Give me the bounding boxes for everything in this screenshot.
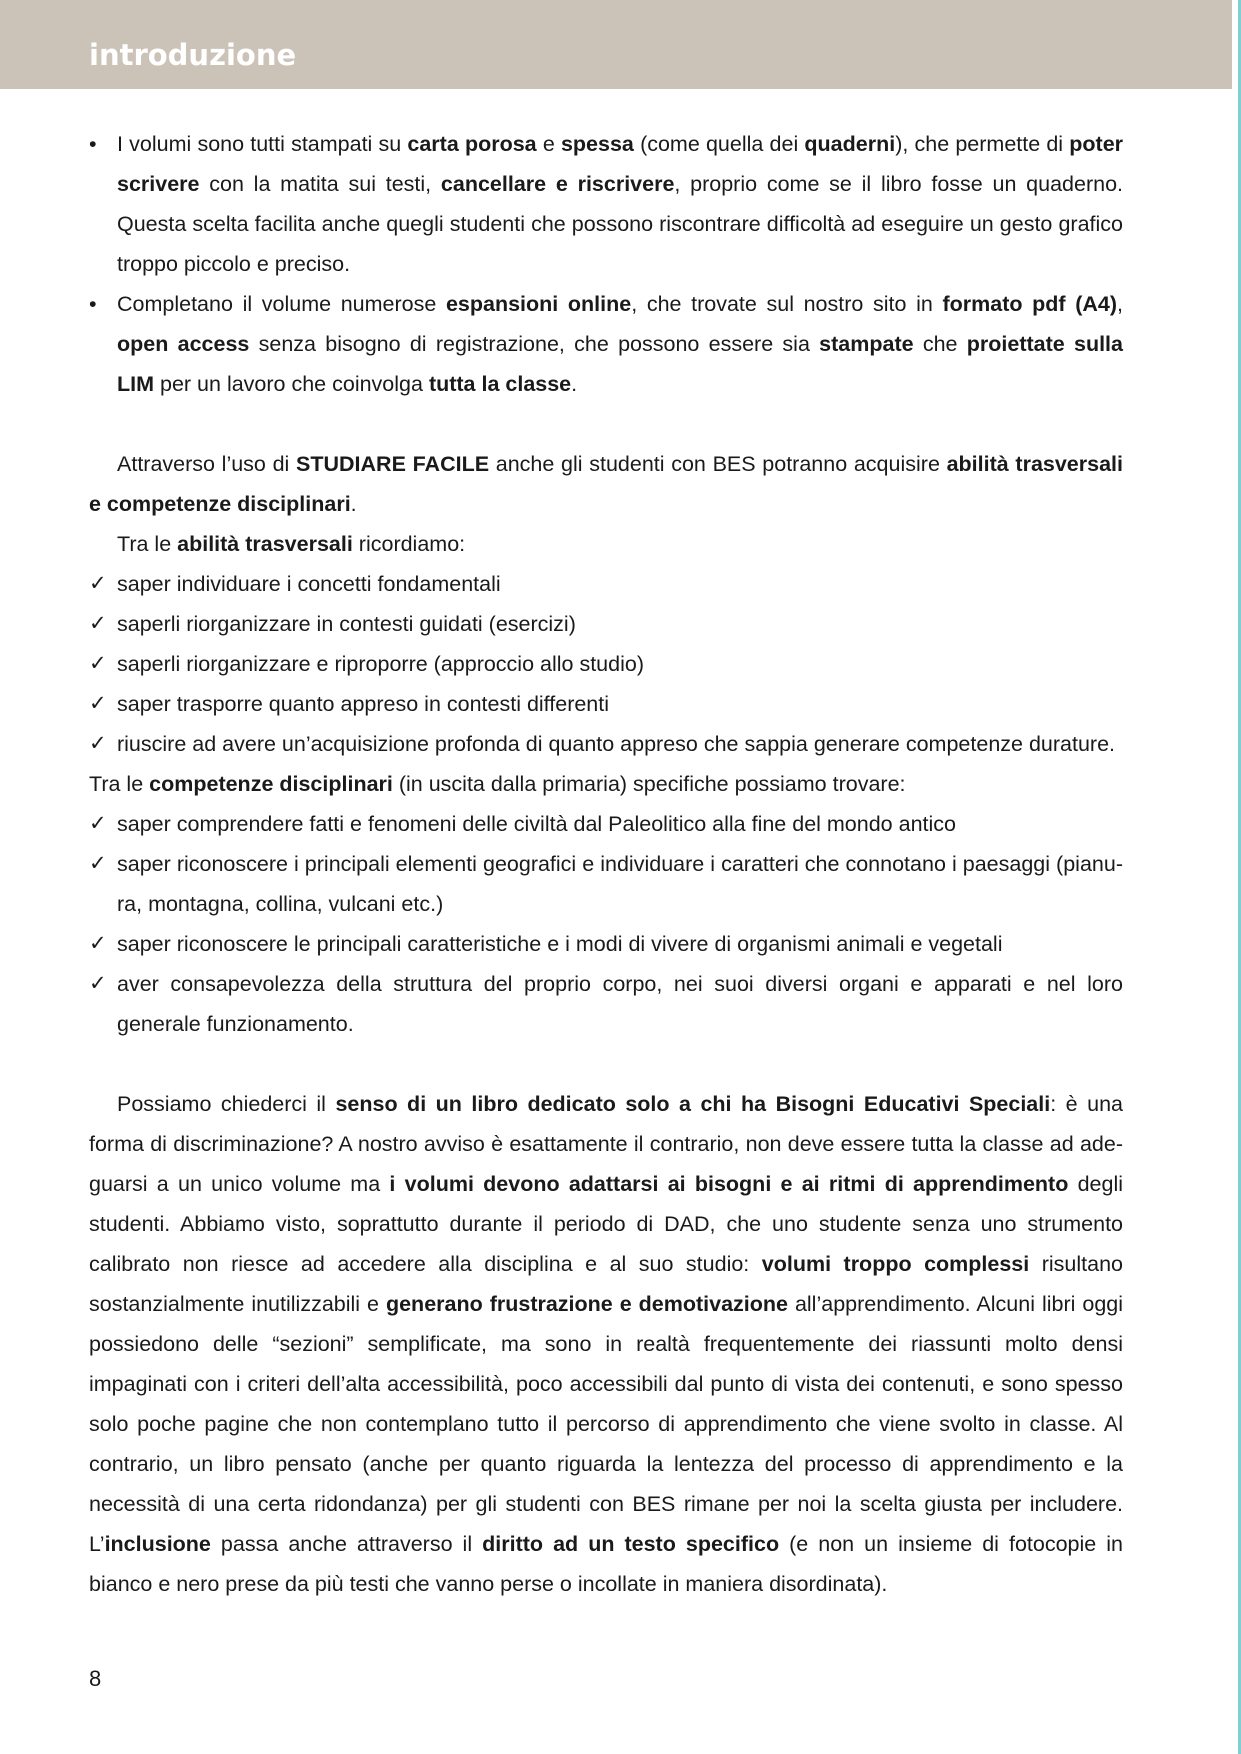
bullet-icon: • xyxy=(89,292,97,316)
paragraph-senso: Possiamo chiederci il senso di un libro dedicato solo a chi ha Bisogni Educativi Speciali: è una forma di discriminazione? A nostro avviso è esattamente il contrario, non deve essere tutta la classe ad adeguarsi a un unico volume ma i volumi devono adattarsi ai bisogni e ai ritmi di apprendimento degli studenti. Abbiamo visto, soprattutto durante il periodo di DAD, che uno studente senza uno strumento calibrato non riesce ad accedere alla disciplina e al suo studio: volumi troppo complessi risultano sostanzialmente inutilizzabili e generano frustrazione e demotivazione all’apprendimento. Alcuni libri oggi possiedono delle “sezioni” semplificate, ma sono in realtà frequentemente dei riassunti molto densi impaginati con i criteri dell’alta accessibilità, poco accessibili dal punto di vista dei contenuti, e sono spesso solo poche pagine che non contemplano tutto il percorso di apprendimento che viene svolto in classe. Al contrario, un libro pensato (anche per quanto riguarda la lentezza del processo di apprendimento e la necessità di una certa ridondanza) per gli studenti con BES rimane per noi la scelta giusta per includere. L’inclusione passa anche attraverso il diritto ad un testo specifico (e non un insieme di fotocopie in bianco e nero prese da più testi che vanno perse o incollate in maniera disordinata). xyxy=(89,1092,1124,1596)
abilita-intro: Tra le abilità trasversali ricordiamo: xyxy=(117,532,466,556)
check-icon: ✓ xyxy=(89,852,107,875)
bullet-text: I volumi sono tutti stampati su carta porosa e spessa (come quella dei quaderni), che permette di poter scrivere con la matita sui testi, cancellare e riscrivere, proprio come se il libro fosse un quaderno. Questa scelta facilita anche quegli studenti che possono riscontrare difficoltà ad eseguire un gesto grafico troppo piccolo e preciso. xyxy=(117,132,1124,276)
bold-phrase: generano frustrazione e demotivazione xyxy=(385,1292,788,1316)
bullet-item xyxy=(89,284,1123,404)
check-icon: ✓ xyxy=(89,812,107,835)
check-text: saperli riorganizzare e riproporre (approccio allo studio) xyxy=(117,652,644,676)
bold-phrase: proiettate sulla LIM xyxy=(117,332,1123,396)
bullet-item xyxy=(89,124,1123,284)
bold-phrase: abilità trasversali xyxy=(177,532,353,556)
bold-phrase: diritto ad un testo specifico xyxy=(482,1532,780,1556)
check-item xyxy=(89,924,1123,964)
bold-phrase: abilità trasversali e competenze disciplinari xyxy=(89,452,1123,516)
check-item xyxy=(89,844,1123,924)
page-number: 8 xyxy=(89,1666,102,1691)
check-item xyxy=(89,604,1123,644)
check-text: saperli riorganizzare in contesti guidati (esercizi) xyxy=(117,612,576,636)
bold-phrase: volumi troppo complessi xyxy=(761,1252,1030,1276)
check-text: saper comprendere fatti e fenomeni delle civiltà dal Paleolitico alla fine del mondo antico xyxy=(117,812,956,836)
competenze-intro: Tra le competenze disciplinari (in uscita dalla primaria) specifiche possiamo trovare: xyxy=(89,772,906,796)
section-title: introduzione xyxy=(89,38,297,72)
page-header xyxy=(0,0,1232,89)
bold-phrase: tutta la classe xyxy=(428,372,572,396)
bold-phrase: inclusione xyxy=(104,1532,211,1556)
check-text: saper riconoscere i principali elementi geografici e individuare i caratteri che connotano i paesaggi (pianura, montagna, collina, vulcani etc.) xyxy=(117,852,1123,916)
check-item xyxy=(89,804,1123,844)
bullet-text: Completano il volume numerose espansioni online, che trovate sul nostro sito in formato pdf (A4), open access senza bisogno di registrazione, che possono essere sia stampate che proiettate sulla LIM per un lavoro che coinvolga tutta la classe. xyxy=(117,292,1123,396)
bold-phrase: spessa xyxy=(560,132,634,156)
check-icon: ✓ xyxy=(89,572,107,595)
check-text: saper riconoscere le principali caratteristiche e i modi di vivere di organismi animali e vegetali xyxy=(117,932,1003,956)
bold-phrase: STUDIARE FACILE xyxy=(296,452,490,476)
bold-phrase: carta porosa xyxy=(407,132,537,156)
bold-phrase: i volumi devono adattarsi ai bisogni e ai ritmi di apprendimento xyxy=(389,1172,1069,1196)
bold-phrase: cancellare e riscrivere xyxy=(440,172,675,196)
main-content xyxy=(89,124,1123,1604)
check-item xyxy=(89,644,1123,684)
bold-phrase: formato pdf (A4) xyxy=(942,292,1117,316)
check-text: saper trasporre quanto appreso in contesti differenti xyxy=(117,692,610,716)
check-icon: ✓ xyxy=(89,612,107,635)
bold-phrase: senso di un libro dedicato solo a chi ha Bisogni Educativi Speciali xyxy=(335,1092,1051,1116)
bold-phrase: quaderni xyxy=(804,132,896,156)
bullet-icon: • xyxy=(89,132,97,156)
paragraph-studiare: Attraverso l’uso di STUDIARE FACILE anche gli studenti con BES potranno acquisire abilità trasversali e competenze disciplinari. xyxy=(89,452,1123,516)
check-icon: ✓ xyxy=(89,972,107,995)
check-item xyxy=(89,564,1123,604)
bold-phrase: stampate xyxy=(819,332,914,356)
check-item xyxy=(89,964,1123,1044)
check-icon: ✓ xyxy=(89,652,107,675)
check-text: aver consapevolezza della struttura del proprio corpo, nei suoi diversi organi e apparati e nel loro generale funzionamento. xyxy=(117,972,1123,1036)
bold-phrase: open access xyxy=(117,332,250,356)
bold-phrase: espansioni online xyxy=(445,292,632,316)
check-icon: ✓ xyxy=(89,692,107,715)
bold-phrase: competenze disciplinari xyxy=(149,772,393,796)
check-item xyxy=(89,684,1123,724)
check-text: saper individuare i concetti fondamentali xyxy=(117,572,501,596)
bold-phrase: poter scrivere xyxy=(117,132,1124,196)
check-text: riuscire ad avere un’acquisizione profonda di quanto appreso che sappia generare competenze durature. xyxy=(117,732,1116,756)
check-icon: ✓ xyxy=(89,932,107,955)
check-item xyxy=(89,724,1123,764)
check-icon: ✓ xyxy=(89,732,107,755)
